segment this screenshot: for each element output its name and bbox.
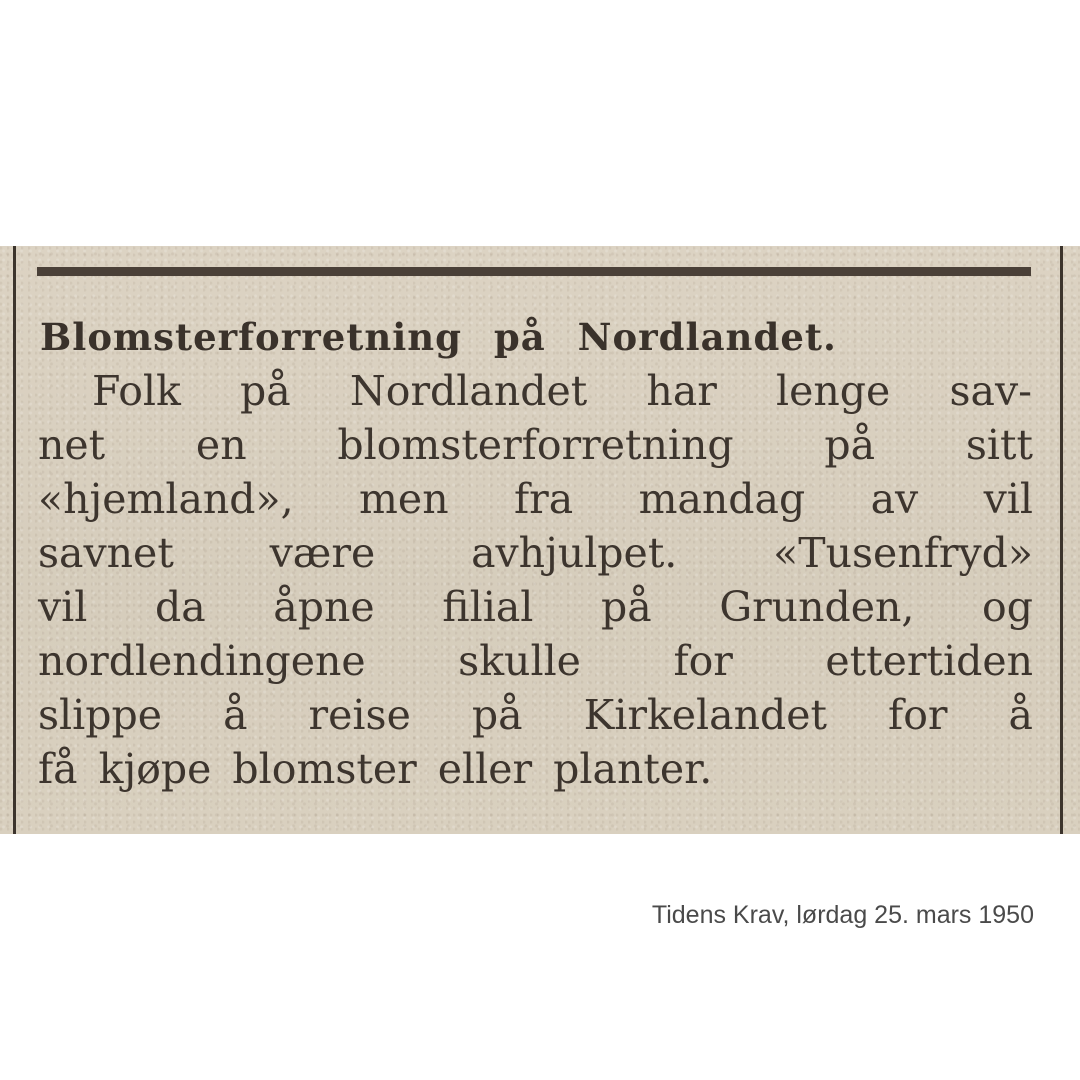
article-line: net en blomsterforretning på sitt <box>38 421 1033 469</box>
article-line: nordlendingene skulle for ettertiden <box>38 637 1033 685</box>
article-line: vil da åpne filial på Grunden, og <box>38 583 1033 631</box>
article-line: Folk på Nordlandet har lenge sav- <box>92 367 1032 415</box>
column-rule-right <box>1060 246 1063 834</box>
article-line: «hjemland», men fra mandag av vil <box>38 475 1033 523</box>
source-caption: Tidens Krav, lørdag 25. mars 1950 <box>651 901 1034 929</box>
top-rule <box>37 267 1031 276</box>
column-rule-left <box>13 246 16 834</box>
article-line: få kjøpe blomster eller planter. <box>38 745 713 793</box>
article-line: savnet være avhjulpet. «Tusenfryd» <box>38 529 1033 577</box>
article-headline: Blomsterforretning på Nordlandet. <box>40 315 837 359</box>
newspaper-clipping <box>0 246 1080 834</box>
article-line: slippe å reise på Kirkelandet for å <box>38 691 1033 739</box>
